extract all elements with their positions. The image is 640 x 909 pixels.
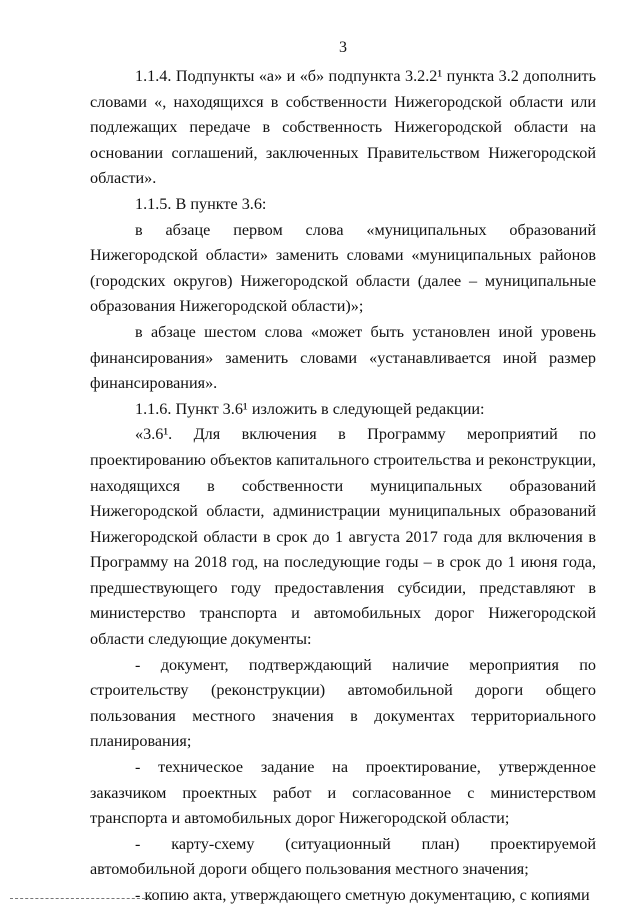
paragraph-3-6-1: «3.6¹. Для включения в Программу мероприятий по проектированию объектов капитального строительства и реконструкции, находящихся в собственности муниципальных образований Нижегородской области, администрации муниципальных образований Нижегородской области в срок до 1 августа 2017 года для включения в Программу на 2018 год, на последующие годы – в срок до 1 июня года, предшествующего году предоставления субсидии, представляют в министерство транспорта и автомобильных дорог Нижегородской области следующие документы: <box>90 425 596 649</box>
page-number: 3 <box>339 39 347 56</box>
list-item-territorial-planning: - документ, подтверждающий наличие мероприятия по строительству (реконструкции) автомобильной дороги общего пользования местного значения в документах территориального планирования; <box>90 655 596 751</box>
list-item-site-plan: - карту-схему (ситуационный план) проектируемой автомобильной дороги общего пользования местного значения; <box>90 834 596 879</box>
paragraph-1-1-6: 1.1.6. Пункт 3.6¹ изложить в следующей редакции: <box>135 399 485 418</box>
paragraph-1-1-4: 1.1.4. Подпункты «а» и «б» подпункта 3.2.2¹ пункта 3.2 дополнить словами «, находящихся в собственности Нижегородской области или подлежащих передаче в собственность Нижегородской области на основании соглашений, заключенных Правительством Нижегородской области». <box>90 67 596 188</box>
scan-edge-divider <box>10 898 150 899</box>
list-item-technical-assignment: - техническое задание на проектирование, утвержденное заказчиком проектных работ и согласованное с министерством транспорта и автомобильных дорог Нижегородской области; <box>90 758 596 828</box>
paragraph-abzac-6: в абзаце шестом слова «может быть установлен иной уровень финансирования» заменить словами «устанавливается иной размер финансирования». <box>90 322 596 393</box>
paragraph-1-1-5: 1.1.5. В пункте 3.6: <box>135 194 267 213</box>
paragraph-abzac-1: в абзаце первом слова «муниципальных образований Нижегородской области» заменить словами «муниципальных районов (городских округов) Нижегородской области (далее – муниципальные образования Нижегородской области)»; <box>90 220 596 316</box>
list-item-act-copy: - копию акта, утверждающего сметную документацию, с копиями <box>135 886 590 904</box>
